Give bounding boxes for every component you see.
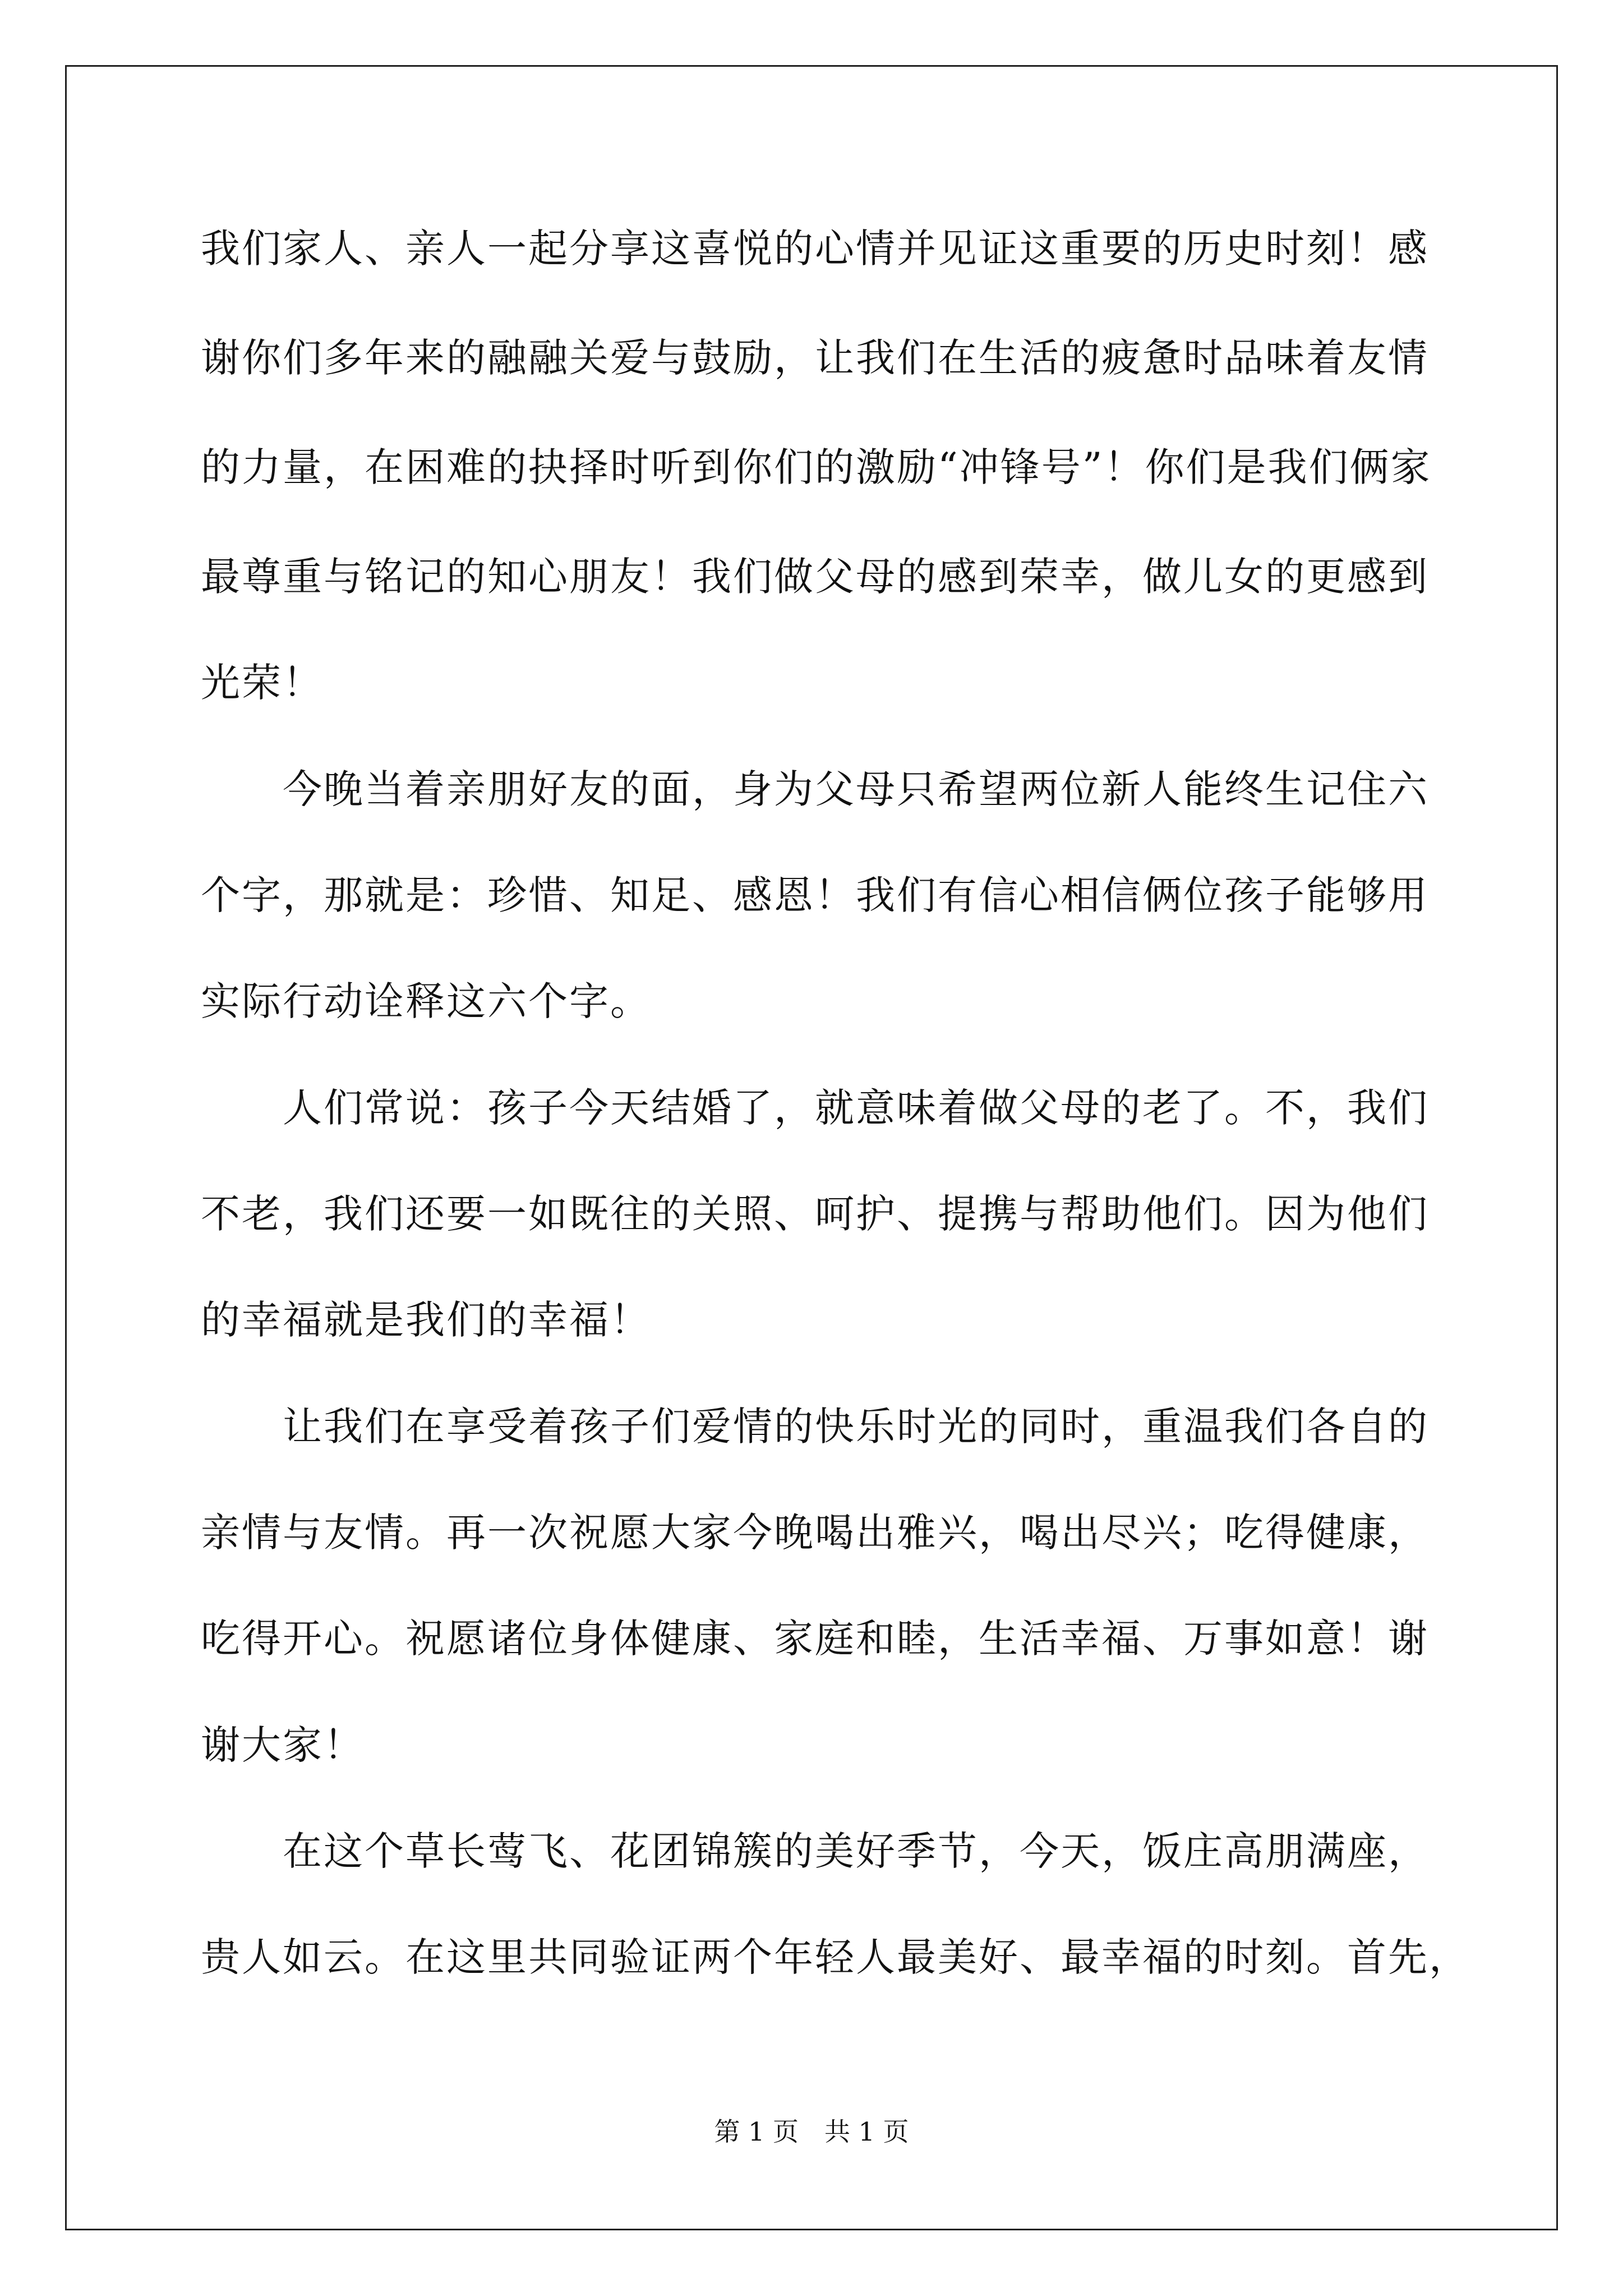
body-line-9: 人们常说：孩子今天结婚了，就意味着做父母的老了。不，我们 — [201, 1085, 1429, 1131]
body-line-10: 不老，我们还要一如既往的关照、呵护、提携与帮助他们。因为他们 — [201, 1191, 1429, 1237]
body-line-7: 个字，那就是：珍惜、知足、感恩！我们有信心相信俩位孩子能够用 — [201, 872, 1429, 918]
body-line-13: 亲情与友情。再一次祝愿大家今晚喝出雅兴，喝出尽兴；吃得健康， — [201, 1510, 1429, 1556]
body-line-5: 光荣！ — [201, 660, 324, 706]
page-footer: 第 1 页 共 1 页 — [714, 2116, 909, 2147]
body-line-16: 在这个草长莺飞、花团锦簇的美好季节，今天，饭庄高朋满座， — [201, 1828, 1429, 1874]
body-line-15: 谢大家！ — [201, 1722, 365, 1768]
body-line-17: 贵人如云。在这里共同验证两个年轻人最美好、最幸福的时刻。首先， — [201, 1934, 1470, 1980]
body-line-8: 实际行动诠释这六个字。 — [201, 978, 651, 1024]
body-line-4: 最尊重与铭记的知心朋友！我们做父母的感到荣幸，做儿女的更感到 — [201, 554, 1429, 600]
body-line-12: 让我们在享受着孩子们爱情的快乐时光的同时，重温我们各自的 — [201, 1404, 1429, 1450]
body-line-1: 我们家人、亲人一起分享这喜悦的心情并见证这重要的历史时刻！感 — [201, 226, 1429, 272]
body-line-3: 的力量，在困难的抉择时听到你们的激励“冲锋号”！你们是我们俩家 — [201, 444, 1432, 490]
body-line-11: 的幸福就是我们的幸福！ — [201, 1297, 651, 1343]
body-line-2: 谢你们多年来的融融关爱与鼓励，让我们在生活的疲惫时品味着友情 — [201, 335, 1429, 381]
body-line-6: 今晚当着亲朋好友的面，身为父母只希望两位新人能终生记住六 — [201, 766, 1429, 812]
body-line-14: 吃得开心。祝愿诸位身体健康、家庭和睦，生活幸福、万事如意！谢 — [201, 1616, 1429, 1662]
